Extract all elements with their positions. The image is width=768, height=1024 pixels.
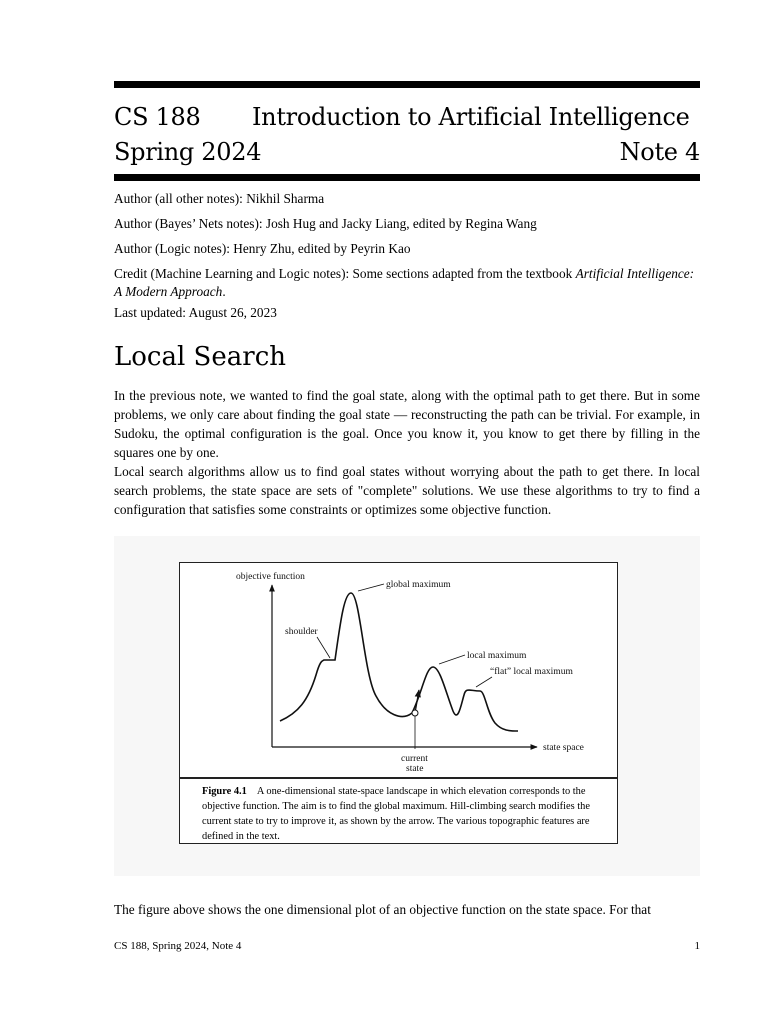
last-updated: Last updated: August 26, 2023 [114, 305, 277, 320]
global-max-label: global maximum [386, 580, 451, 590]
section-title: Local Search [114, 342, 286, 372]
credit-end: . [222, 284, 226, 299]
credit-line [114, 265, 700, 301]
page-number: 1 [694, 940, 700, 952]
local-max-label: local maximum [467, 651, 527, 661]
landscape-curve [280, 593, 518, 731]
y-axis-label: objective function [236, 572, 305, 582]
current-state-arrow [415, 690, 419, 713]
figure [179, 562, 618, 844]
author-line: Author (Logic notes): Henry Zhu, edited by Peyrin Kao [114, 241, 411, 256]
shoulder-label: shoulder [285, 627, 318, 637]
note-number: Note 4 [619, 138, 700, 166]
author-line: Author (all other notes): Nikhil Sharma [114, 191, 325, 206]
figure-number: Figure 4.1 [202, 786, 247, 797]
shoulder-leader [317, 637, 330, 658]
header-bottom-rule [114, 174, 700, 181]
credit-text: Credit (Machine Learning and Logic notes): Some sections adapted from the textbook [114, 266, 576, 281]
paragraph: In the previous note, we wanted to find the goal state, along with the optimal path to get there. But in some problems, we only care about finding the goal state — reconstructing the path can be trivial. For example, in Sudoku, the optimal configuration is the goal. Once you know it, you know to get there by filling in the squares one by one. [114, 388, 700, 460]
flat-max-leader [476, 677, 492, 687]
paragraph: Local search algorithms allow us to find goal states without worrying about the path to get there. In local search problems, the state space are sets of "complete" solutions. We use these algorithms to try to find a configuration that satisfies some constraints or optimizes some objective function. [114, 464, 700, 517]
paragraph: The figure above shows the one dimensional plot of an objective function on the state space. For that [114, 902, 651, 917]
author-line: Author (Bayes’ Nets notes): Josh Hug and Jacky Liang, edited by Regina Wang [114, 216, 537, 231]
global-max-leader [358, 584, 384, 591]
term: Spring 2024 [114, 138, 262, 166]
caption-divider [180, 777, 617, 779]
x-axis-label: state space [543, 743, 584, 753]
state-space-plot [180, 563, 617, 777]
header-top-rule [114, 81, 700, 88]
figure-caption [202, 784, 602, 844]
flat-local-max-label: “flat” local maximum [490, 667, 573, 677]
credit-book-title: Artificial Intelligence: A Modern Approach [114, 266, 695, 299]
course-title: Introduction to Artificial Intelligence [252, 103, 690, 131]
footer-left: CS 188, Spring 2024, Note 4 [114, 940, 242, 952]
local-max-leader [439, 655, 465, 664]
current-state-label: state [406, 764, 424, 774]
current-state-point [412, 710, 418, 716]
caption-text: A one-dimensional state-space landscape in which elevation corresponds to the objective function. The aim is to find the global maximum. Hill-climbing search modifies the current state to try to improve it, as shown by the arrow. The various topographic features are defined in the text. [202, 786, 590, 842]
course-code: CS 188 [114, 103, 201, 131]
current-state-label: current [401, 754, 428, 764]
